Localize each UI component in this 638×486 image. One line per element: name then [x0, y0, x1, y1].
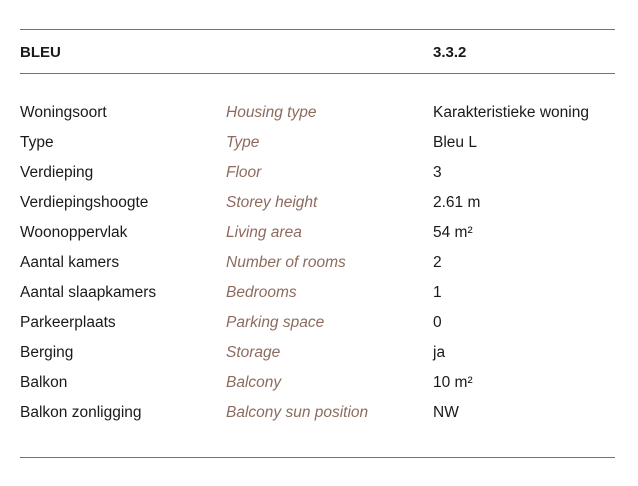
label-english: Bedrooms — [226, 284, 297, 301]
spec-value: NW — [433, 404, 459, 421]
spec-row-storage — [20, 341, 620, 371]
label-english: Number of rooms — [226, 254, 346, 271]
spec-value: 3 — [433, 164, 442, 181]
spec-row-living-area — [20, 221, 620, 251]
spec-value: 0 — [433, 314, 442, 331]
spec-value: 10 m² — [433, 374, 473, 391]
top-divider — [20, 29, 615, 30]
label-dutch: Verdiepingshoogte — [20, 194, 149, 211]
spec-value: ja — [433, 344, 446, 361]
label-dutch: Woningsoort — [20, 104, 107, 121]
spec-row-housing-type — [20, 101, 620, 131]
spec-row-storey-height — [20, 191, 620, 221]
spec-value: 2.61 m — [433, 194, 481, 211]
label-english: Storey height — [226, 194, 318, 211]
spec-row-parking-space — [20, 311, 620, 341]
spec-value: 1 — [433, 284, 442, 301]
spec-row-floor — [20, 161, 620, 191]
label-english: Storage — [226, 344, 281, 361]
label-dutch: Berging — [20, 344, 74, 361]
label-english: Balcony — [226, 374, 282, 391]
header-divider — [20, 73, 615, 74]
spec-header — [20, 42, 615, 64]
label-english: Floor — [226, 164, 262, 181]
spec-table — [20, 101, 620, 431]
label-dutch: Balkon — [20, 374, 68, 391]
spec-row-number-of-rooms — [20, 251, 620, 281]
label-dutch: Aantal slaapkamers — [20, 284, 157, 301]
spec-value: Bleu L — [433, 134, 477, 151]
label-english: Housing type — [226, 104, 317, 121]
building-name: BLEU — [20, 44, 61, 61]
spec-row-balcony-sun-position — [20, 401, 620, 431]
label-dutch: Balkon zonligging — [20, 404, 142, 421]
label-dutch: Parkeerplaats — [20, 314, 116, 331]
label-dutch: Verdieping — [20, 164, 94, 181]
spec-value: 54 m² — [433, 224, 473, 241]
label-english: Balcony sun position — [226, 404, 369, 421]
label-dutch: Aantal kamers — [20, 254, 120, 271]
bottom-divider — [20, 457, 615, 458]
spec-value: Karakteristieke woning — [433, 104, 589, 121]
label-dutch: Woonoppervlak — [20, 224, 128, 241]
spec-value: 2 — [433, 254, 442, 271]
label-dutch: Type — [20, 134, 54, 151]
spec-row-balcony — [20, 371, 620, 401]
label-english: Parking space — [226, 314, 325, 331]
spec-row-bedrooms — [20, 281, 620, 311]
label-english: Type — [226, 134, 260, 151]
unit-code: 3.3.2 — [433, 44, 467, 61]
label-english: Living area — [226, 224, 302, 241]
spec-row-type — [20, 131, 620, 161]
